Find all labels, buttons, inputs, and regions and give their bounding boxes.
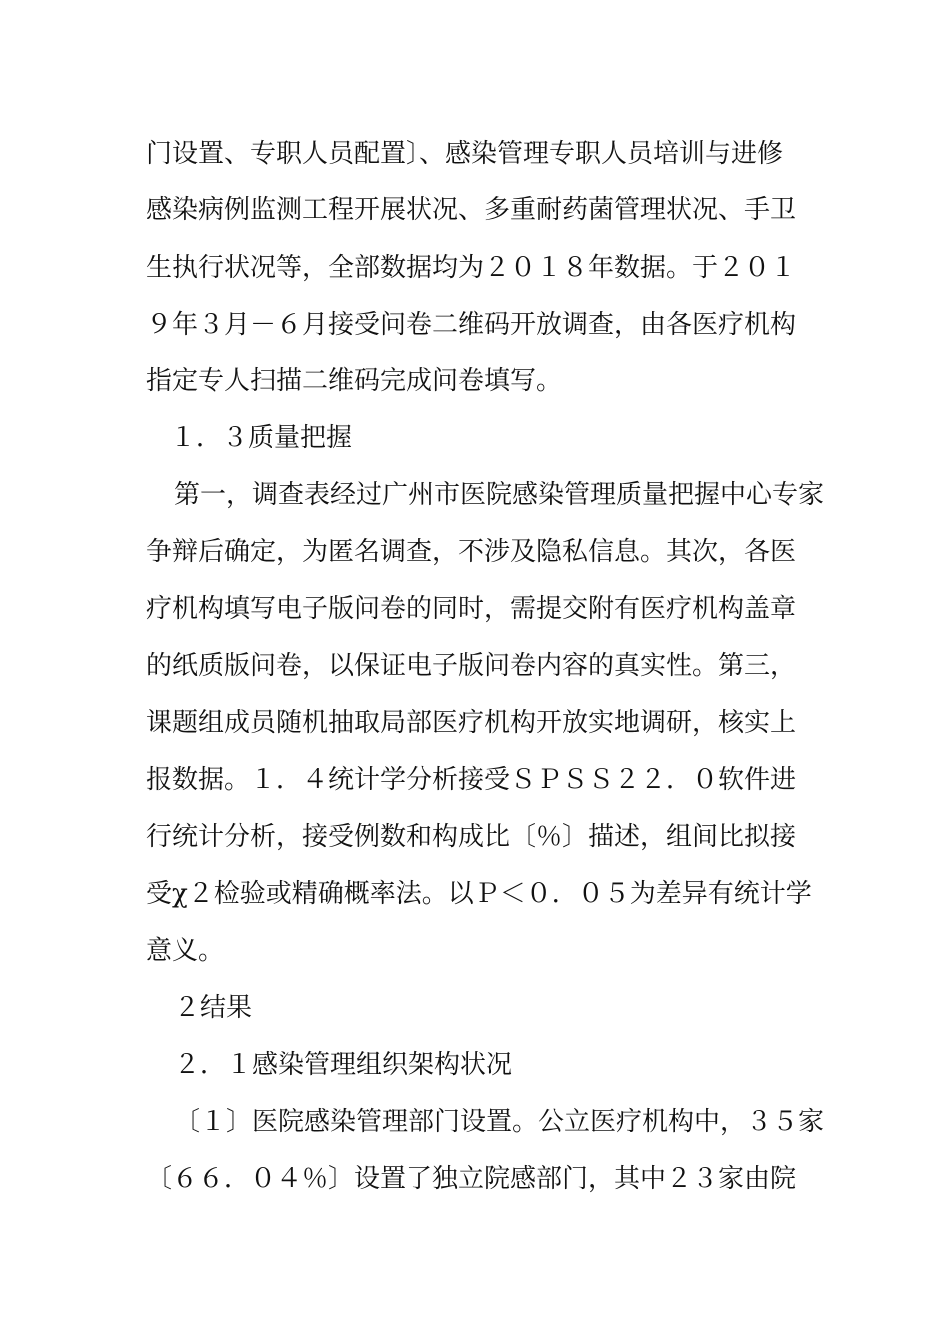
text-line: 指定专人扫描二维码完成问卷填写。: [146, 366, 563, 396]
text-line: 门设置、专职人员配置〕、感染管理专职人员培训与进修: [146, 139, 784, 169]
section-heading: ２结果: [174, 993, 253, 1023]
text-line: ９年３月－６月接受问卷二维码开放调查，由各医疗机构: [146, 310, 797, 340]
text-line: 受χ２检验或精确概率法。以Ｐ＜０．０５为差异有统计学: [146, 879, 812, 909]
text-line: 〔１〕医院感染管理部门设置。公立医疗机构中，３５家: [174, 1107, 825, 1137]
section-heading: １．３质量把握: [170, 423, 353, 453]
text-line: 争辩后确定，为匿名调查，不涉及隐私信息。其次，各医: [146, 537, 797, 567]
text-line: 课题组成员随机抽取局部医疗机构开放实地调研，核实上: [146, 708, 797, 738]
section-heading: ２．１感染管理组织架构状况: [174, 1050, 513, 1080]
text-line: 疗机构填写电子版问卷的同时，需提交附有医疗机构盖章: [146, 594, 797, 624]
text-line: 行统计分析，接受例数和构成比〔％〕描述，组间比拟接: [146, 822, 797, 852]
text-line: 〔６６．０４％〕设置了独立院感部门，其中２３家由院: [146, 1164, 797, 1194]
text-line: 第一，调查表经过广州市医院感染管理质量把握中心专家: [174, 480, 825, 510]
text-line: 感染病例监测工程开展状况、多重耐药菌管理状况、手卫: [146, 195, 797, 225]
text-line: 的纸质版问卷，以保证电子版问卷内容的真实性。第三，: [146, 651, 797, 681]
text-line: 报数据。１．４统计学分析接受ＳＰＳＳ２２．０软件进: [146, 765, 797, 795]
text-line: 意义。: [146, 936, 225, 966]
text-line: 生执行状况等，全部数据均为２０１８年数据。于２０１: [146, 253, 797, 283]
